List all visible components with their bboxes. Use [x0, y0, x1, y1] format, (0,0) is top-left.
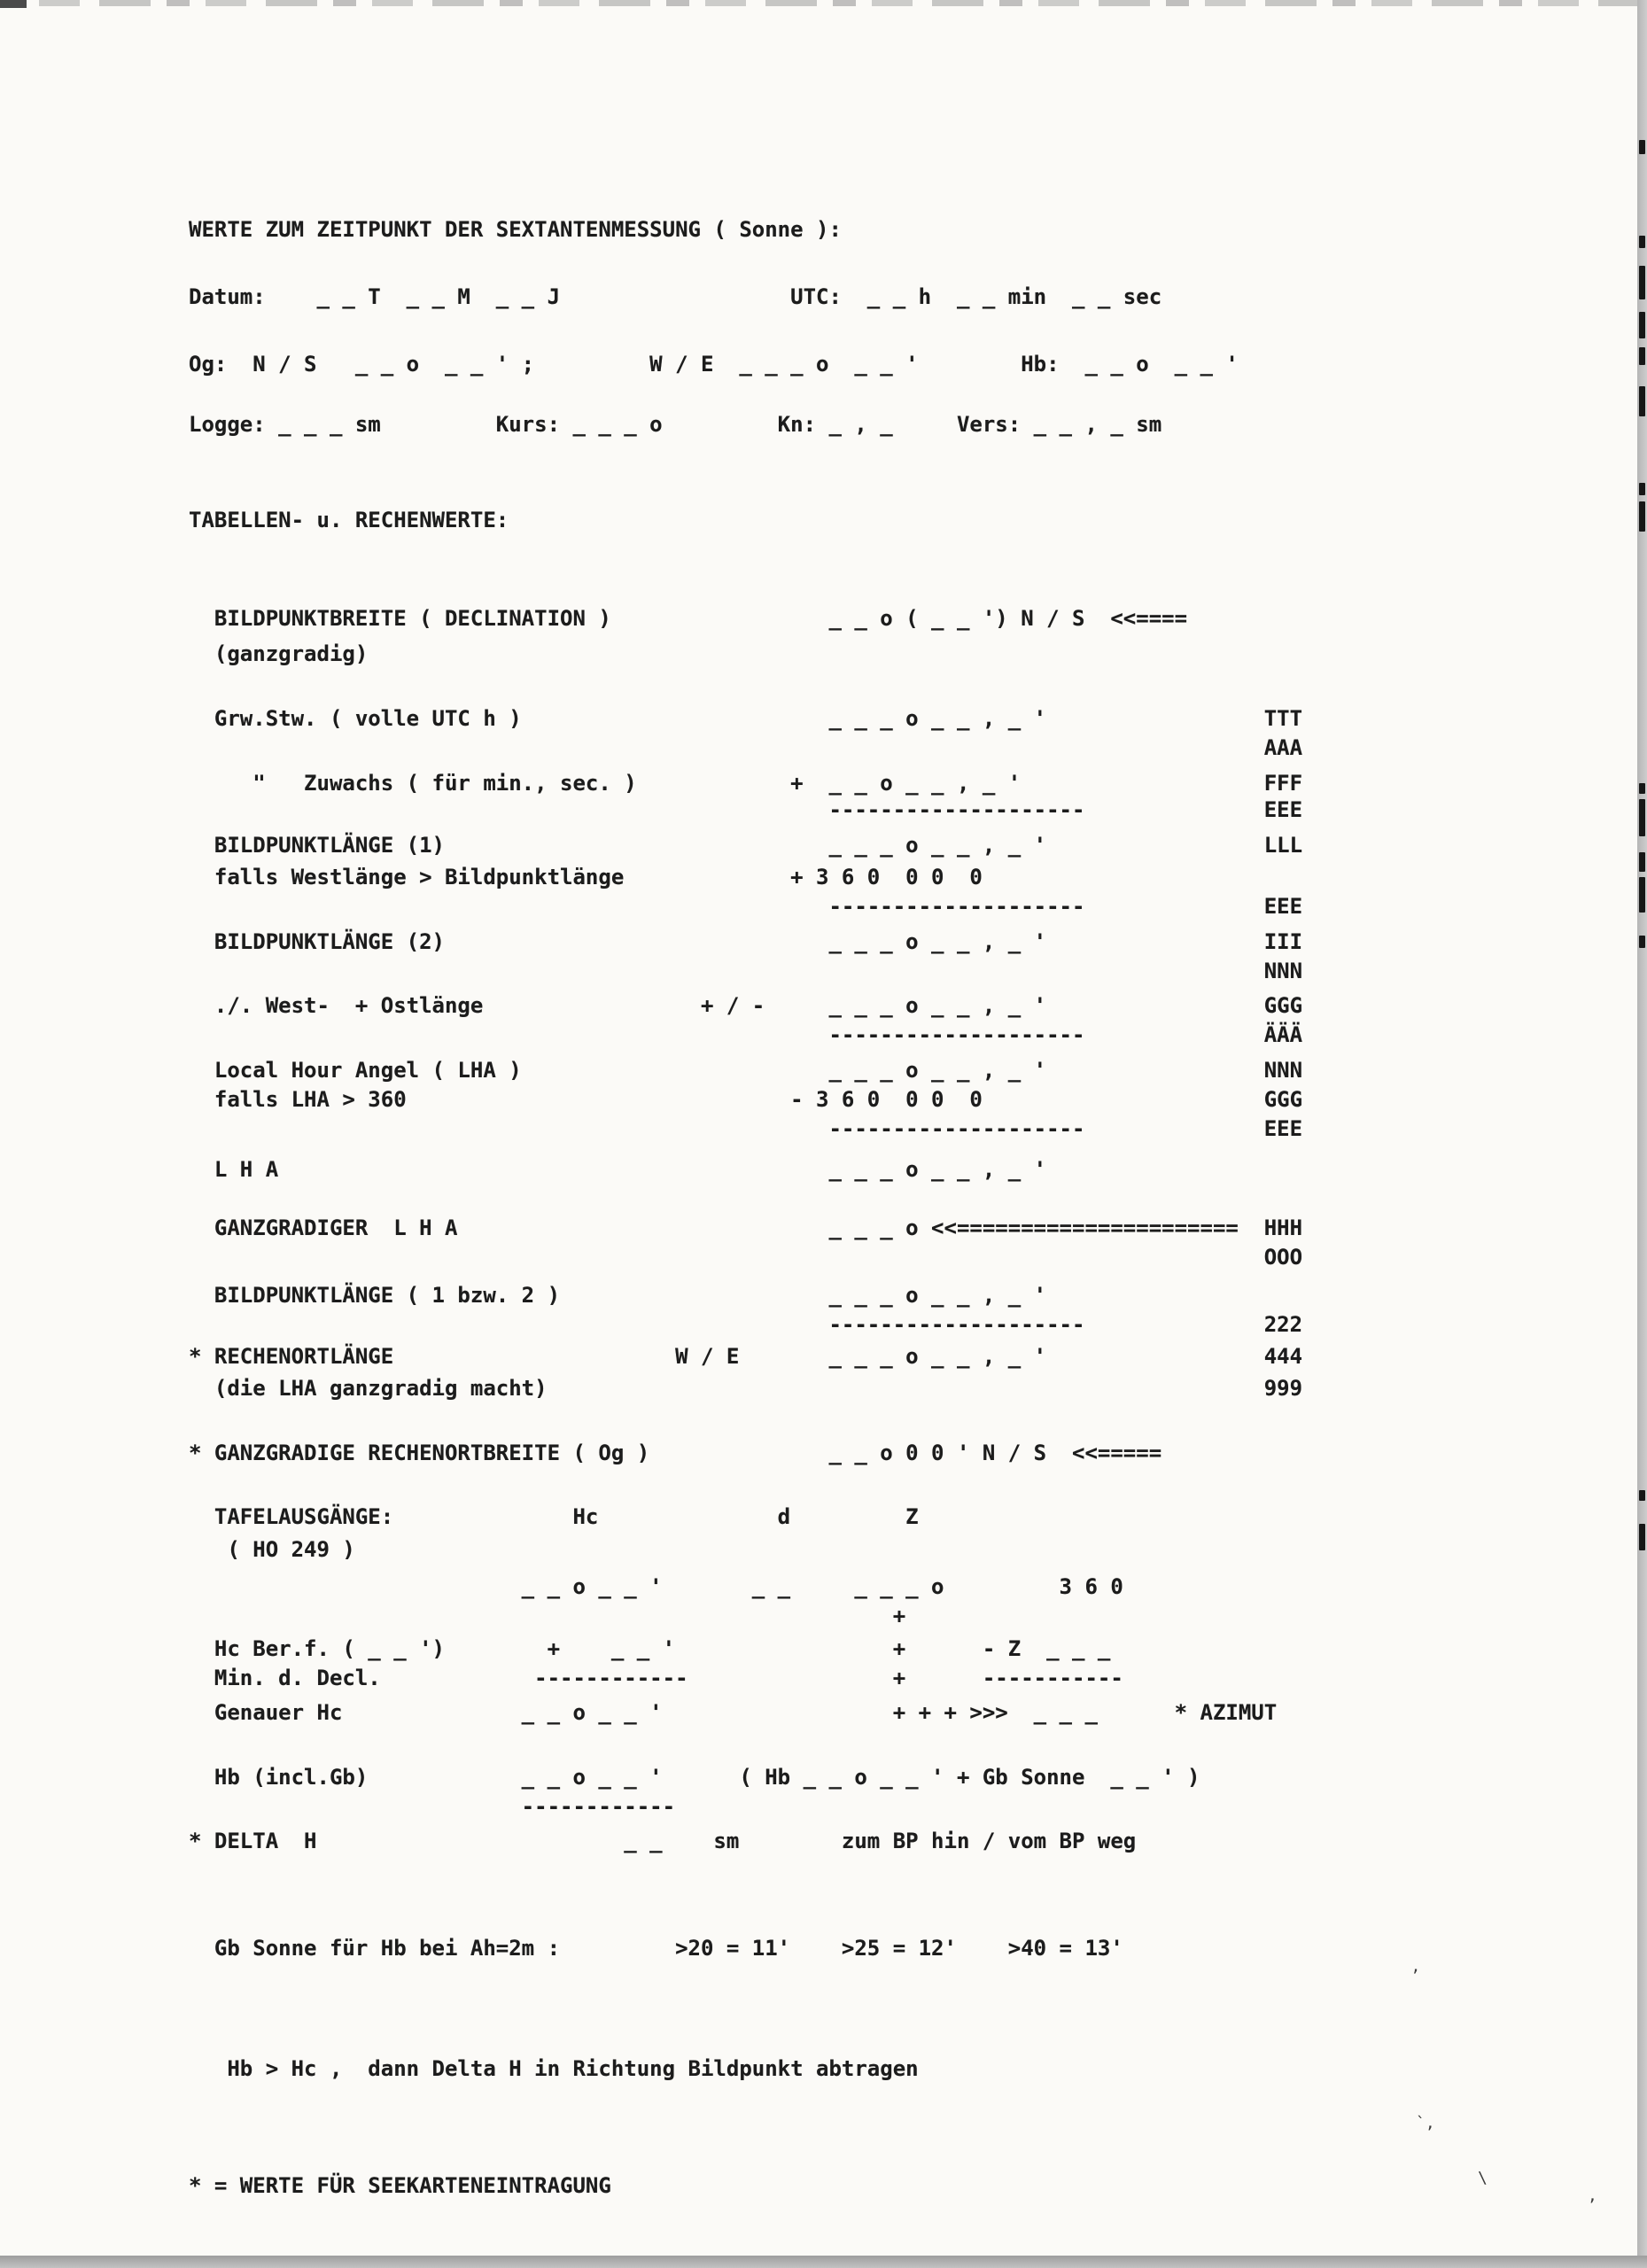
- edge-mark: [1639, 266, 1645, 299]
- divider-row-3: -------------------- ÄÄÄ: [189, 1022, 1303, 1047]
- line-lha: L H A _ _ _ o _ _ , _ ': [189, 1157, 1047, 1182]
- edge-mark: [1639, 386, 1645, 416]
- edge-mark: [1639, 1490, 1645, 1501]
- edge-mark: [1639, 312, 1645, 338]
- scan-speck: ,: [1588, 2186, 1597, 2205]
- top-edge-scan-artifact: [0, 0, 1647, 6]
- line-plus-column: +: [189, 1604, 906, 1628]
- line-og-position: Og: N / S _ _ o _ _ ' ; W / E _ _ _ o _ _ ' Hb: _ _ o _ _ ': [189, 352, 1239, 377]
- line-rechenortbreite: * GANZGRADIGE RECHENORTBREITE ( Og ) _ _ o 0 0 ' N / S <<=====: [189, 1441, 1162, 1465]
- page-title: WERTE ZUM ZEITPUNKT DER SEXTANTENMESSUNG ( Sonne ):: [189, 217, 842, 242]
- line-hc-ber-f: Hc Ber.f. ( _ _ ') + _ _ ' + - Z _ _ _: [189, 1636, 1111, 1661]
- line-hb-incl-gb: Hb (incl.Gb) _ _ o _ _ ' ( Hb _ _ o _ _ ' + Gb Sonne _ _ ' ): [189, 1765, 1200, 1790]
- line-ganzgradig: (ganzgradig): [189, 641, 369, 666]
- line-die-lha-macht: (die LHA ganzgradig macht) 999: [189, 1376, 1303, 1401]
- line-bildpunktlaenge-1: BILDPUNKTLÄNGE (1) _ _ _ o _ _ , _ ' LLL: [189, 833, 1303, 858]
- edge-mark: [1639, 877, 1645, 913]
- line-letters-aaa: AAA: [189, 735, 1303, 760]
- line-tafel-fields: _ _ o _ _ ' _ _ _ _ _ o 3 6 0: [189, 1574, 1123, 1599]
- line-hb-gt-hc-note: Hb > Hc , dann Delta H in Richtung Bildpunkt abtragen: [189, 2056, 919, 2081]
- line-delta-h: * DELTA H _ _ sm zum BP hin / vom BP weg: [189, 1829, 1137, 1853]
- corner-blot-artifact: [0, 0, 27, 8]
- line-letters-nnn: NNN: [189, 959, 1303, 983]
- edge-mark: [1639, 140, 1645, 154]
- right-edge-strip: [1637, 0, 1647, 2268]
- line-grw-stw: Grw.Stw. ( volle UTC h ) _ _ _ o _ _ , _ ' TTT: [189, 706, 1303, 731]
- edge-mark: [1639, 483, 1645, 495]
- divider-row-5: -------------------- 222: [189, 1312, 1303, 1337]
- edge-mark: [1639, 1524, 1645, 1550]
- line-datum-utc: Datum: _ _ T _ _ M _ _ J UTC: _ _ h _ _ min _ _ sec: [189, 284, 1162, 309]
- divider-row-4: -------------------- EEE: [189, 1116, 1303, 1141]
- line-rechenortlaenge: * RECHENORTLÄNGE W / E _ _ _ o _ _ , _ ' 444: [189, 1344, 1303, 1369]
- edge-mark: [1639, 347, 1645, 365]
- line-ho-249: ( HO 249 ): [189, 1537, 355, 1562]
- line-logge-kurs: Logge: _ _ _ sm Kurs: _ _ _ o Kn: _ , _ Vers: _ _ , _ sm: [189, 412, 1162, 437]
- scan-speck: \: [1478, 2169, 1488, 2187]
- bottom-edge-strip: [0, 2256, 1647, 2268]
- line-min-d-decl: Min. d. Decl. ------------ + -----------: [189, 1666, 1123, 1690]
- line-seekarten-legend: * = WERTE FÜR SEEKARTENEINTRAGUNG: [189, 2173, 611, 2198]
- line-falls-westlaenge: falls Westlänge > Bildpunktlänge + 3 6 0 0 0 0: [189, 865, 983, 889]
- scan-speck: `‚: [1416, 2114, 1435, 2132]
- line-ganzgradiger-lha: GANZGRADIGER L H A _ _ _ o <<====================== HHH: [189, 1216, 1303, 1240]
- scan-speck: ’: [1410, 1967, 1420, 1985]
- line-west-ostlaenge: ./. West- + Ostlänge + / - _ _ _ o _ _ , _ ' GGG: [189, 993, 1303, 1018]
- heading-tabellenwerte: TABELLEN- u. RECHENWERTE:: [189, 508, 509, 532]
- line-gb-sonne-table: Gb Sonne für Hb bei Ah=2m : >20 = 11' >25 = 12' >40 = 13': [189, 1936, 1123, 1961]
- edge-mark: [1639, 936, 1645, 948]
- divider-row-1: -------------------- EEE: [189, 797, 1303, 822]
- line-bpl-1-bzw-2: BILDPUNKTLÄNGE ( 1 bzw. 2 ) _ _ _ o _ _ , _ ': [189, 1283, 1047, 1308]
- line-bildpunktbreite: BILDPUNKTBREITE ( DECLINATION ) _ _ o ( _ _ ') N / S <<====: [189, 606, 1188, 631]
- line-genauer-hc: Genauer Hc _ _ o _ _ ' + + + >>> _ _ _ * AZIMUT: [189, 1700, 1278, 1725]
- edge-mark: [1639, 799, 1645, 836]
- line-local-hour-angle: Local Hour Angel ( LHA ) _ _ _ o _ _ , _ ' NNN: [189, 1058, 1303, 1083]
- line-letters-ooo: OOO: [189, 1245, 1303, 1270]
- line-zuwachs: " Zuwachs ( für min., sec. ) + _ _ o _ _ , _ ' FFF: [189, 771, 1303, 796]
- edge-mark: [1639, 236, 1645, 248]
- edge-mark: [1639, 501, 1645, 532]
- line-tafelausgaenge: TAFELAUSGÄNGE: Hc d Z: [189, 1504, 919, 1529]
- line-bildpunktlaenge-2: BILDPUNKTLÄNGE (2) _ _ _ o _ _ , _ ' III: [189, 929, 1303, 954]
- line-falls-lha-360: falls LHA > 360 - 3 6 0 0 0 0 GGG: [189, 1087, 1303, 1112]
- divider-row-2: -------------------- EEE: [189, 894, 1303, 919]
- divider-row-6: ------------: [189, 1794, 676, 1819]
- edge-mark: [1639, 783, 1645, 794]
- edge-mark: [1639, 852, 1645, 872]
